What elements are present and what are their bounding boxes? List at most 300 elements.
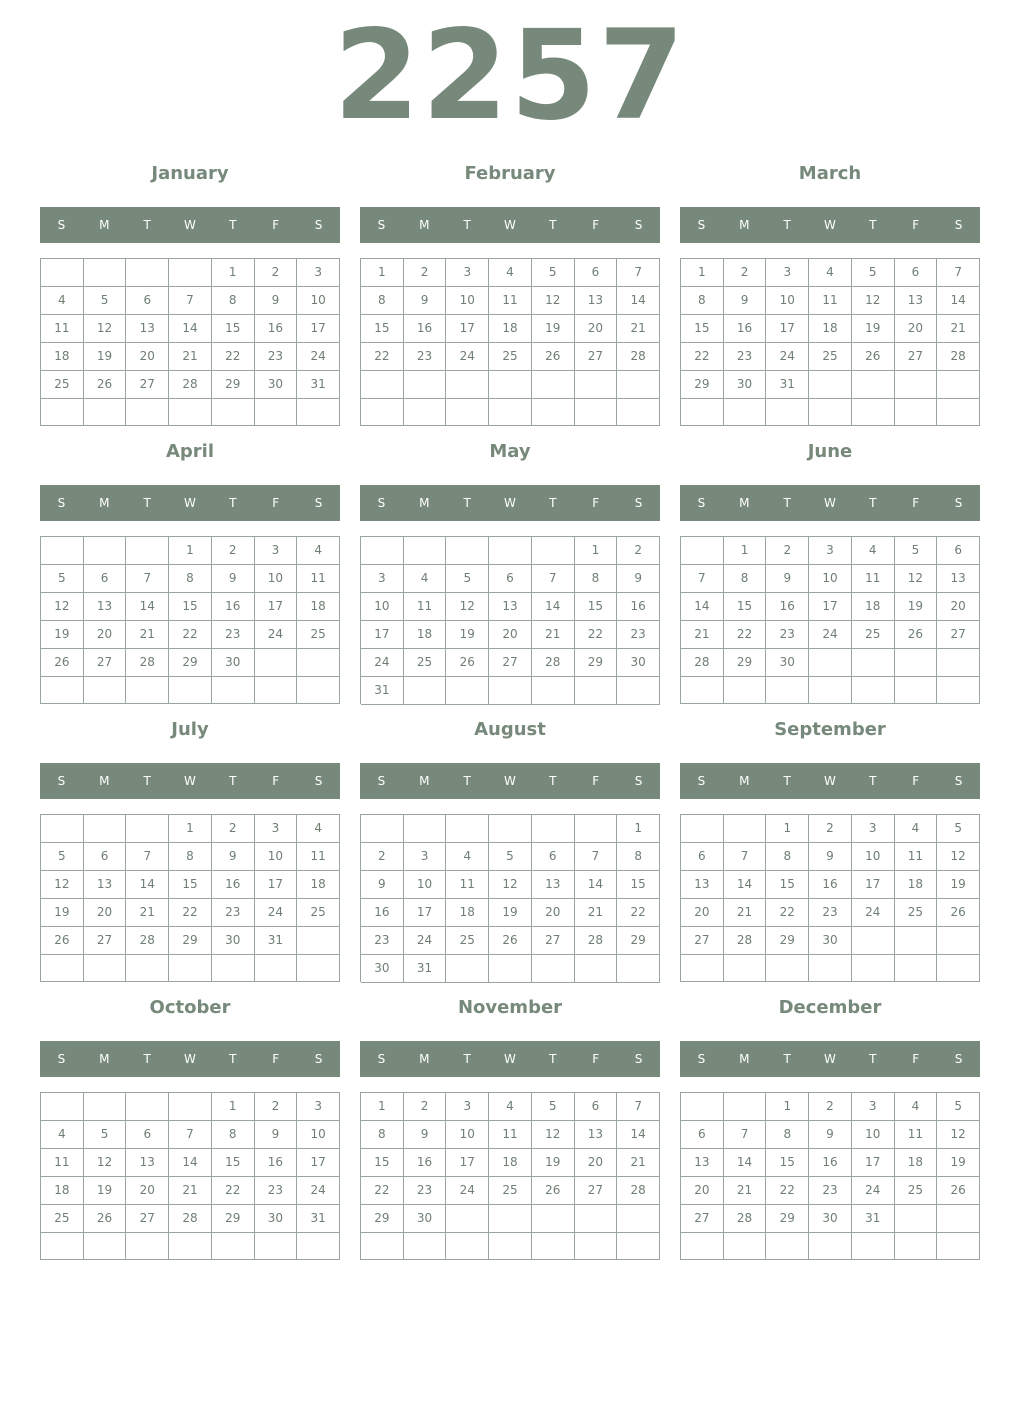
weekday-label: S <box>377 218 386 232</box>
day-cell: 11 <box>489 287 532 315</box>
day-cell: 28 <box>169 1205 212 1233</box>
day-cell: 31 <box>255 927 298 955</box>
day-cell: 11 <box>446 871 489 899</box>
empty-cell <box>895 371 938 399</box>
day-cell: 15 <box>169 871 212 899</box>
day-cell: 25 <box>895 899 938 927</box>
day-cell: 24 <box>297 1177 340 1205</box>
day-cell: 16 <box>724 315 767 343</box>
day-cell: 8 <box>766 843 809 871</box>
day-cell: 29 <box>617 927 660 955</box>
empty-cell <box>41 1233 84 1260</box>
day-cell: 9 <box>255 287 298 315</box>
day-cell: 30 <box>766 649 809 677</box>
weekday-label: S <box>634 1052 643 1066</box>
day-cell: 23 <box>724 343 767 371</box>
day-cell: 17 <box>809 593 852 621</box>
empty-cell <box>212 1233 255 1260</box>
day-cell: 3 <box>809 537 852 565</box>
day-cell: 6 <box>84 565 127 593</box>
day-cell: 12 <box>852 287 895 315</box>
empty-cell <box>84 677 127 704</box>
weekday-header <box>40 763 340 799</box>
empty-cell <box>41 537 84 565</box>
day-cell: 19 <box>895 593 938 621</box>
day-cell: 21 <box>617 315 660 343</box>
day-cell: 24 <box>297 343 340 371</box>
empty-cell <box>297 927 340 955</box>
weekday-label: M <box>739 774 750 788</box>
day-cell: 27 <box>937 621 980 649</box>
day-cell: 13 <box>575 1121 618 1149</box>
weekday-label: S <box>697 496 706 510</box>
empty-cell <box>446 677 489 705</box>
day-cell: 8 <box>361 287 404 315</box>
day-cell: 2 <box>212 815 255 843</box>
day-cell: 17 <box>766 315 809 343</box>
weekday-label: T <box>229 218 237 232</box>
day-cell: 31 <box>404 955 447 983</box>
day-cell: 17 <box>255 871 298 899</box>
weekday-label: T <box>783 1052 791 1066</box>
day-cell: 26 <box>41 649 84 677</box>
day-cell: 25 <box>41 371 84 399</box>
empty-cell <box>126 1233 169 1260</box>
day-cell: 27 <box>681 927 724 955</box>
day-cell: 7 <box>617 1093 660 1121</box>
day-cell: 12 <box>895 565 938 593</box>
day-cell: 2 <box>212 537 255 565</box>
day-cell: 22 <box>617 899 660 927</box>
day-cell: 29 <box>361 1205 404 1233</box>
day-cell: 14 <box>724 1149 767 1177</box>
weekday-header <box>680 485 980 521</box>
weekday-label: T <box>463 1052 471 1066</box>
day-grid <box>680 1092 980 1260</box>
empty-cell <box>766 955 809 982</box>
weekday-label: W <box>824 1052 836 1066</box>
weekday-label: S <box>314 218 323 232</box>
empty-cell <box>169 1093 212 1121</box>
empty-cell <box>84 815 127 843</box>
empty-cell <box>575 955 618 983</box>
weekday-header <box>40 485 340 521</box>
day-cell: 23 <box>255 343 298 371</box>
day-cell: 20 <box>681 899 724 927</box>
empty-cell <box>895 1233 938 1260</box>
day-cell: 27 <box>126 1205 169 1233</box>
day-cell: 5 <box>41 843 84 871</box>
empty-cell <box>446 399 489 427</box>
day-cell: 2 <box>617 537 660 565</box>
day-cell: 14 <box>937 287 980 315</box>
empty-cell <box>489 1205 532 1233</box>
day-grid <box>680 258 980 426</box>
day-cell: 16 <box>404 1149 447 1177</box>
weekday-label: W <box>504 218 516 232</box>
day-cell: 12 <box>41 871 84 899</box>
day-cell: 20 <box>575 1149 618 1177</box>
empty-cell <box>169 677 212 704</box>
day-cell: 7 <box>617 259 660 287</box>
weekday-label: S <box>57 774 66 788</box>
day-cell: 10 <box>297 287 340 315</box>
empty-cell <box>255 1233 298 1260</box>
day-cell: 6 <box>84 843 127 871</box>
empty-cell <box>724 955 767 982</box>
day-grid <box>40 536 340 704</box>
day-cell: 6 <box>575 259 618 287</box>
day-cell: 22 <box>681 343 724 371</box>
day-cell: 15 <box>617 871 660 899</box>
day-cell: 24 <box>852 1177 895 1205</box>
weekday-header <box>680 763 980 799</box>
day-cell: 16 <box>809 871 852 899</box>
day-cell: 29 <box>681 371 724 399</box>
day-cell: 22 <box>575 621 618 649</box>
empty-cell <box>724 1093 767 1121</box>
day-cell: 13 <box>126 1149 169 1177</box>
empty-cell <box>617 955 660 983</box>
day-cell: 15 <box>766 871 809 899</box>
day-cell: 21 <box>126 621 169 649</box>
day-cell: 5 <box>84 287 127 315</box>
day-cell: 29 <box>169 649 212 677</box>
weekday-label: M <box>99 1052 110 1066</box>
empty-cell <box>126 815 169 843</box>
day-cell: 31 <box>297 371 340 399</box>
day-cell: 10 <box>809 565 852 593</box>
day-cell: 11 <box>489 1121 532 1149</box>
empty-cell <box>532 1233 575 1260</box>
day-cell: 8 <box>681 287 724 315</box>
day-cell: 28 <box>126 927 169 955</box>
day-cell: 22 <box>361 343 404 371</box>
day-cell: 10 <box>255 565 298 593</box>
month-name: November <box>457 997 563 1018</box>
day-cell: 12 <box>937 1121 980 1149</box>
day-cell: 9 <box>617 565 660 593</box>
empty-cell <box>532 955 575 983</box>
weekday-label: T <box>229 774 237 788</box>
weekday-label: W <box>824 218 836 232</box>
day-cell: 3 <box>404 843 447 871</box>
weekday-label: S <box>634 774 643 788</box>
day-cell: 25 <box>809 343 852 371</box>
day-cell: 6 <box>895 259 938 287</box>
day-cell: 4 <box>404 565 447 593</box>
empty-cell <box>169 259 212 287</box>
day-cell: 18 <box>489 1149 532 1177</box>
empty-cell <box>489 399 532 427</box>
day-cell: 20 <box>126 343 169 371</box>
day-cell: 4 <box>446 843 489 871</box>
weekday-label: W <box>184 1052 196 1066</box>
weekday-label: S <box>954 1052 963 1066</box>
empty-cell <box>937 1233 980 1260</box>
weekday-label: M <box>739 1052 750 1066</box>
empty-cell <box>489 371 532 399</box>
day-cell: 2 <box>255 259 298 287</box>
weekday-label: M <box>419 218 430 232</box>
day-cell: 1 <box>169 537 212 565</box>
empty-cell <box>681 677 724 704</box>
day-cell: 12 <box>446 593 489 621</box>
day-cell: 22 <box>766 1177 809 1205</box>
day-cell: 8 <box>766 1121 809 1149</box>
empty-cell <box>84 399 127 426</box>
day-cell: 2 <box>809 1093 852 1121</box>
day-cell: 8 <box>169 565 212 593</box>
day-cell: 9 <box>361 871 404 899</box>
weekday-header <box>360 207 660 243</box>
day-cell: 18 <box>895 1149 938 1177</box>
empty-cell <box>297 399 340 426</box>
day-cell: 22 <box>169 899 212 927</box>
day-cell: 21 <box>724 899 767 927</box>
empty-cell <box>84 537 127 565</box>
day-cell: 6 <box>575 1093 618 1121</box>
day-cell: 6 <box>126 1121 169 1149</box>
empty-cell <box>575 1205 618 1233</box>
empty-cell <box>766 1233 809 1260</box>
month-name: December <box>778 997 882 1018</box>
empty-cell <box>297 955 340 982</box>
day-cell: 29 <box>575 649 618 677</box>
day-cell: 11 <box>895 843 938 871</box>
day-cell: 11 <box>404 593 447 621</box>
day-cell: 13 <box>937 565 980 593</box>
day-cell: 28 <box>937 343 980 371</box>
empty-cell <box>489 537 532 565</box>
day-cell: 9 <box>724 287 767 315</box>
day-cell: 8 <box>724 565 767 593</box>
weekday-label: M <box>99 218 110 232</box>
day-cell: 13 <box>681 871 724 899</box>
weekday-label: T <box>549 218 557 232</box>
weekday-label: T <box>869 774 877 788</box>
day-cell: 14 <box>617 287 660 315</box>
day-grid <box>360 1092 660 1260</box>
weekday-label: T <box>783 218 791 232</box>
day-cell: 5 <box>937 1093 980 1121</box>
empty-cell <box>169 399 212 426</box>
weekday-label: M <box>739 496 750 510</box>
day-grid <box>680 814 980 982</box>
weekday-label: F <box>592 774 600 788</box>
weekday-label: S <box>377 496 386 510</box>
day-cell: 30 <box>361 955 404 983</box>
empty-cell <box>84 1093 127 1121</box>
day-cell: 2 <box>766 537 809 565</box>
day-cell: 12 <box>489 871 532 899</box>
weekday-label: F <box>272 496 280 510</box>
empty-cell <box>255 399 298 426</box>
day-cell: 29 <box>212 1205 255 1233</box>
day-cell: 5 <box>84 1121 127 1149</box>
day-cell: 14 <box>724 871 767 899</box>
weekday-header <box>680 207 980 243</box>
weekday-label: T <box>143 774 151 788</box>
day-grid <box>360 258 660 426</box>
empty-cell <box>489 955 532 983</box>
weekday-label: S <box>57 496 66 510</box>
day-cell: 3 <box>852 815 895 843</box>
day-cell: 3 <box>255 815 298 843</box>
day-cell: 21 <box>126 899 169 927</box>
day-cell: 19 <box>852 315 895 343</box>
weekday-label: F <box>272 218 280 232</box>
empty-cell <box>297 1233 340 1260</box>
weekday-label: M <box>99 496 110 510</box>
empty-cell <box>212 677 255 704</box>
empty-cell <box>895 927 938 955</box>
day-cell: 26 <box>532 1177 575 1205</box>
day-cell: 9 <box>212 843 255 871</box>
day-cell: 11 <box>297 565 340 593</box>
empty-cell <box>446 955 489 983</box>
day-cell: 21 <box>575 899 618 927</box>
month-name: March <box>798 163 862 184</box>
day-cell: 12 <box>41 593 84 621</box>
day-cell: 26 <box>937 1177 980 1205</box>
day-cell: 26 <box>446 649 489 677</box>
weekday-label: F <box>272 1052 280 1066</box>
day-cell: 23 <box>255 1177 298 1205</box>
empty-cell <box>255 677 298 704</box>
day-cell: 27 <box>84 927 127 955</box>
month-name: May <box>489 441 531 462</box>
day-cell: 16 <box>766 593 809 621</box>
empty-cell <box>212 399 255 426</box>
empty-cell <box>895 955 938 982</box>
day-cell: 28 <box>126 649 169 677</box>
day-cell: 3 <box>297 1093 340 1121</box>
day-cell: 10 <box>446 1121 489 1149</box>
day-cell: 21 <box>681 621 724 649</box>
day-cell: 1 <box>681 259 724 287</box>
weekday-label: M <box>419 774 430 788</box>
day-cell: 30 <box>809 927 852 955</box>
day-cell: 15 <box>766 1149 809 1177</box>
day-cell: 14 <box>169 315 212 343</box>
empty-cell <box>84 1233 127 1260</box>
day-cell: 27 <box>532 927 575 955</box>
day-cell: 14 <box>532 593 575 621</box>
day-cell: 24 <box>446 343 489 371</box>
month-name: February <box>464 163 556 184</box>
day-cell: 7 <box>724 843 767 871</box>
empty-cell <box>489 815 532 843</box>
empty-cell <box>766 399 809 426</box>
day-cell: 24 <box>446 1177 489 1205</box>
empty-cell <box>617 371 660 399</box>
weekday-label: T <box>869 218 877 232</box>
empty-cell <box>446 371 489 399</box>
empty-cell <box>895 649 938 677</box>
day-cell: 26 <box>895 621 938 649</box>
day-cell: 22 <box>212 1177 255 1205</box>
day-cell: 7 <box>126 843 169 871</box>
weekday-header <box>40 1041 340 1077</box>
day-cell: 14 <box>169 1149 212 1177</box>
day-cell: 20 <box>681 1177 724 1205</box>
day-cell: 19 <box>937 871 980 899</box>
day-cell: 18 <box>489 315 532 343</box>
weekday-label: T <box>143 1052 151 1066</box>
empty-cell <box>126 955 169 982</box>
day-cell: 30 <box>255 1205 298 1233</box>
day-cell: 6 <box>532 843 575 871</box>
empty-cell <box>532 371 575 399</box>
day-cell: 16 <box>255 1149 298 1177</box>
day-cell: 28 <box>681 649 724 677</box>
day-cell: 25 <box>852 621 895 649</box>
empty-cell <box>532 815 575 843</box>
day-cell: 6 <box>681 843 724 871</box>
day-cell: 7 <box>937 259 980 287</box>
day-cell: 22 <box>169 621 212 649</box>
day-cell: 7 <box>724 1121 767 1149</box>
day-cell: 27 <box>489 649 532 677</box>
day-cell: 4 <box>297 815 340 843</box>
day-cell: 28 <box>575 927 618 955</box>
weekday-label: T <box>869 1052 877 1066</box>
day-cell: 9 <box>766 565 809 593</box>
empty-cell <box>937 1205 980 1233</box>
day-cell: 27 <box>681 1205 724 1233</box>
weekday-label: T <box>549 496 557 510</box>
empty-cell <box>809 371 852 399</box>
month-name: October <box>149 997 231 1018</box>
weekday-label: S <box>954 496 963 510</box>
empty-cell <box>617 1233 660 1260</box>
day-cell: 4 <box>297 537 340 565</box>
day-grid <box>40 1092 340 1260</box>
day-cell: 25 <box>41 1205 84 1233</box>
day-cell: 1 <box>766 815 809 843</box>
empty-cell <box>489 677 532 705</box>
weekday-header <box>360 763 660 799</box>
day-cell: 3 <box>852 1093 895 1121</box>
month-name: September <box>774 719 886 740</box>
empty-cell <box>937 955 980 982</box>
weekday-label: W <box>184 496 196 510</box>
weekday-label: F <box>272 774 280 788</box>
day-cell: 13 <box>575 287 618 315</box>
day-cell: 13 <box>895 287 938 315</box>
day-cell: 5 <box>852 259 895 287</box>
day-cell: 18 <box>446 899 489 927</box>
day-cell: 3 <box>446 1093 489 1121</box>
day-cell: 31 <box>361 677 404 705</box>
day-cell: 29 <box>766 1205 809 1233</box>
day-cell: 19 <box>532 315 575 343</box>
day-cell: 4 <box>489 259 532 287</box>
day-cell: 17 <box>404 899 447 927</box>
empty-cell <box>809 399 852 426</box>
day-cell: 17 <box>446 1149 489 1177</box>
day-cell: 19 <box>84 343 127 371</box>
day-cell: 13 <box>489 593 532 621</box>
empty-cell <box>126 537 169 565</box>
day-cell: 5 <box>41 565 84 593</box>
day-cell: 24 <box>404 927 447 955</box>
empty-cell <box>852 927 895 955</box>
day-cell: 3 <box>361 565 404 593</box>
empty-cell <box>297 677 340 704</box>
day-cell: 27 <box>575 1177 618 1205</box>
